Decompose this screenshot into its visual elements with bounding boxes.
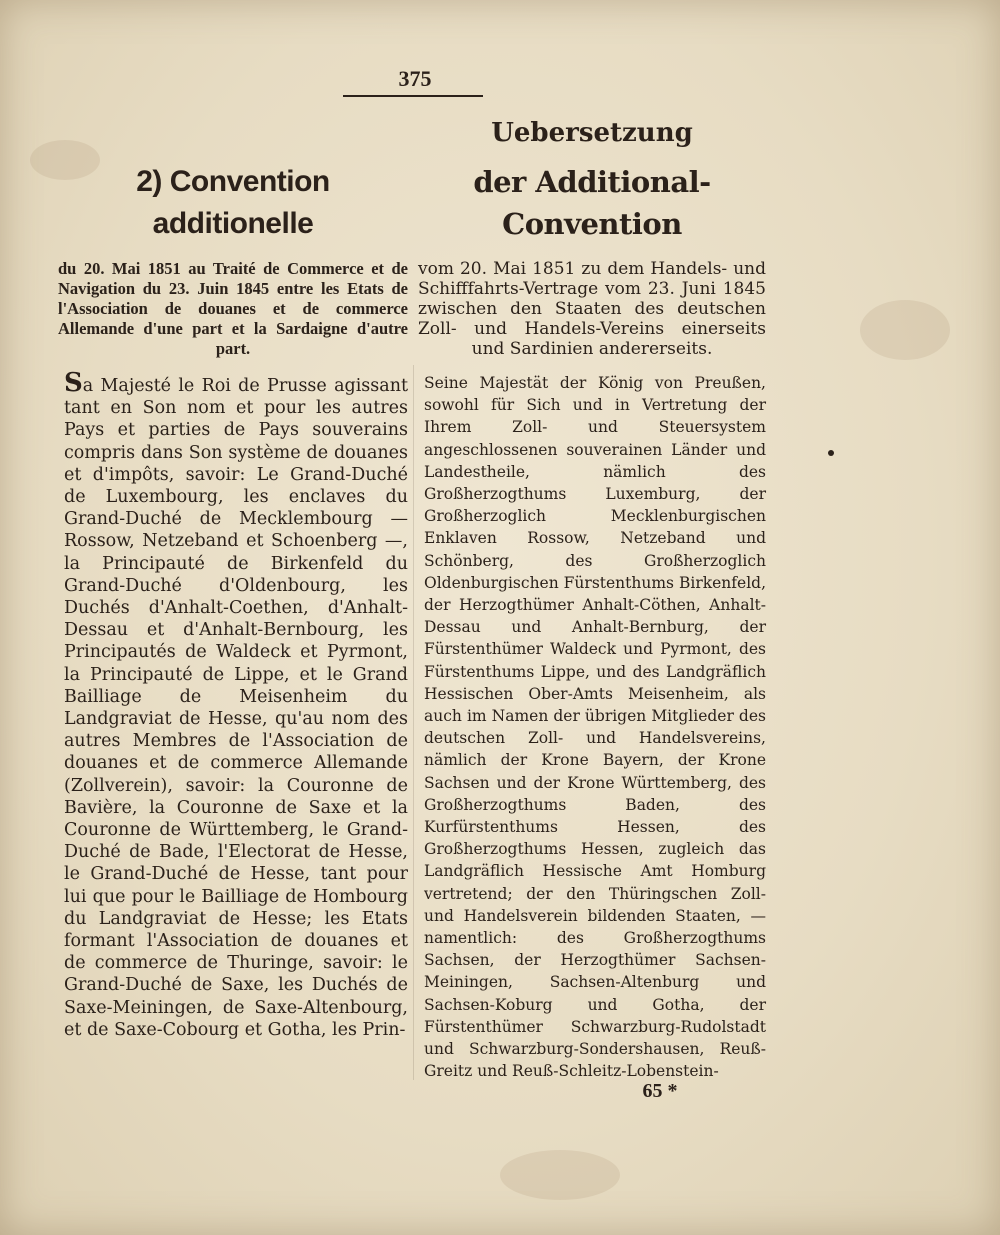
- left-column-header: [58, 115, 408, 359]
- signature-mark: 65 *: [642, 1080, 678, 1102]
- right-column-header: [418, 115, 766, 359]
- right-body-paragraph: Seine Majestät der König von Preußen, sowohl für Sich und in Vertretung der Ihrem Zoll- und Steuersystem angeschlossenen souverainen Länder und Landestheile, nämlich des Großherzogthums Luxemburg, der Großherzoglich Mecklenburgischen Enklaven Rossow, Netzeband und Schönberg, des Großherzoglich Oldenburgischen Fürstenthums Birkenfeld, der Herzogthümer Anhalt-Cöthen, Anhalt-Dessau und Anhalt-Bernburg, der Fürstenthümer Waldeck und Pyrmont, des Fürstenthums Lippe, und des Landgräflich Hessischen Ober-Amts Meisenheim, als auch im Namen der übrigen Mitglieder des deutschen Zoll- und Handelsvereins, nämlich der Krone Bayern, der Krone Sachsen und der Krone Württemberg, des Großherzogthums Baden, des Kurfürstenthums Hessen, des Großherzogthums Hessen, zugleich das Landgräflich Hessische Amt Homburg vertretend; der den Thüringschen Zoll- und Handelsverein bildenden Staaten, — namentlich: des Großherzogthums Sachsen, der Herzogthümer Sachsen-Meiningen, Sachsen-Altenburg und Sachsen-Koburg und Gotha, der Fürstenthümer Schwarzburg-Rudolstadt und Schwarzburg-Sondershausen, Reuß-Greitz und Reuß-Schleitz-Lobenstein-: [424, 374, 766, 1081]
- left-body: [64, 368, 408, 1041]
- left-heading: 2) Convention additionelle: [136, 165, 330, 240]
- left-subtitle: du 20. Mai 1851 au Traité de Commerce et de Navigation du 23. Juin 1845 entre les Etats de l'Association de douanes et de commerce Allemande d'une part et la Sardaigne d'autre part.: [58, 259, 408, 358]
- page-number: 375: [398, 66, 432, 91]
- paper-stain: [860, 300, 950, 360]
- left-body-text: a Majesté le Roi de Prusse agissant tant en Son nom et pour les autres Pays et parties de Pays souverains compris dans Son système de douanes et d'impôts, savoir: Le Grand-Duché de Luxembourg, les enclaves du Grand-Duché de Mecklembourg — Rossow, Netzeband et Schoenberg —, la Principauté de Birkenfeld du Grand-Duché d'Oldenbourg, les Duchés d'Anhalt-Coethen, d'Anhalt-Dessau et d'Anhalt-Bernbourg, les Principautés de Waldeck et Pyrmont, la Principauté de Lippe, et le Grand Bailliage de Meisenheim du Landgraviat de Hesse, qu'au nom des autres Membres de l'Association de douanes et de commerce Allemande (Zollverein), savoir: la Couronne de Bavière, la Couronne de Saxe et la Couronne de Württemberg, le Grand-Duché de Bade, l'Electorat de Hesse, le Grand-Duché de Hesse, tant pour lui que pour le Bailliage de Hombourg du Landgraviat de Hesse; les Etats formant l'Association de douanes et de commerce de Thuringe, savoir: le Grand-Duché de Saxe, les Duchés de Saxe-Meiningen, de Saxe-Altenbourg, et de Saxe-Cobourg et Gotha, les Prin-: [64, 376, 408, 1040]
- left-body-paragraph: [64, 368, 408, 1041]
- right-body: [424, 372, 766, 1083]
- right-heading-top: Uebersetzung: [491, 118, 693, 148]
- column-divider: [413, 365, 414, 1080]
- page-number-rule: [343, 95, 483, 97]
- ink-spot: [828, 450, 834, 456]
- right-subtitle: vom 20. Mai 1851 zu dem Handels- und Schifffahrts-Vertrage vom 23. Juni 1845 zwischen den Staaten des deutschen Zoll- und Handels-Vereins einerseits und Sardinien andererseits.: [418, 259, 766, 359]
- paper-stain: [500, 1150, 620, 1200]
- left-body-dropcap: S: [64, 368, 83, 398]
- right-heading: der Additional-Convention: [473, 165, 711, 241]
